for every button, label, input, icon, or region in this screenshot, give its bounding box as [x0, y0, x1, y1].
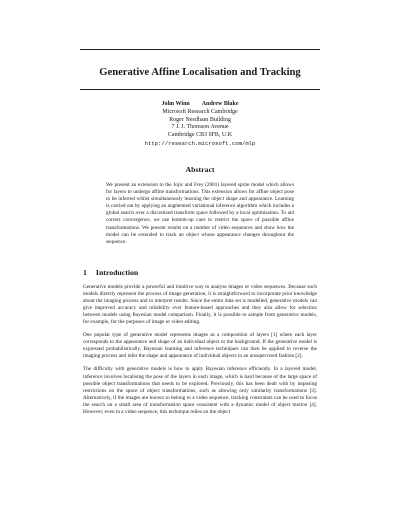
body-text: [83, 284, 317, 422]
section-title: Introduction: [95, 268, 139, 277]
section-number: 1: [83, 268, 87, 277]
body-paragraph: The difficulty with generative models is how to apply Bayesian inference efficiently. In a layered model, inference involves localising the pose of the layers in each image, which is hard because of the large space of possible object transformations that needs to be explored. Previously, this has been dealt with by imposing restrictions on the space of object transformations, such as allowing only similarity transformations [3]. Alternatively, if the images are known to belong to a video sequence, tracking constraints can be used to focus the search on a small area of transformation space consistent with a dynamic model of object motion [4]. However, even in a video sequence, this technique relies on the object: [83, 366, 317, 415]
affiliation-line: Microsoft Research Cambridge: [162, 108, 238, 115]
title-top-rule: [80, 49, 320, 50]
paper-title: Generative Affine Localisation and Tracking: [99, 67, 301, 78]
affiliation-line: 7 J. J. Thomson Avenue: [171, 124, 229, 131]
abstract-heading: Abstract: [185, 165, 215, 174]
abstract-text: We present an extension to the Jojic and Frey (2001) layered sprite model which allows for layers to undergo affine transformations. This extension allows for affine object pose to be inferred whilst simultaneously learning the object shape and appearance. Learning is carried out by applying an augmented variational inference algorithm which includes a global search over a discretised transform space followed by a local optimisation. To aid correct convergence, we use bottom-up cues to restrict the space of possible affine transformations. We present results on a number of video sequences and show how the model can be extended to track an object whose appearance changes throughout the sequence.: [106, 182, 294, 245]
author-block: [90, 101, 310, 148]
author-name: John Winn: [161, 101, 190, 107]
author-names: [90, 101, 310, 109]
title-bottom-rule: [80, 89, 320, 90]
author-url: http://research.microsoft.com/mlp: [144, 139, 256, 147]
author-name: Andrew Blake: [201, 101, 239, 107]
body-paragraph: Generative models provide a powerful and intuitive way to analyse images or video sequences. Because such models directly represent the process of image generation, it is straightforward to incorporate prior knowledge about the imaging process and to interpret results. Since the entire data set is modelled, generative models can give improved accuracy and reliability over feature-based approaches and they also allow for selection between models using Bayesian model comparison. Finally, it is possible to sample from generative models, for example, for the purposes of image or video editing.: [83, 284, 317, 326]
body-paragraph: One popular type of generative model represents images as a composition of layers [1] where each layer corresponds to the appearance and shape of an individual object or the background. If the generative model is expressed probabilistically, Bayesian learning and inference techniques can then be applied to reverse the imaging process and infer the shape and appearance of individual objects in an unsupervised fashion [2].: [83, 332, 317, 360]
affiliation-line: Roger Needham Building: [169, 116, 231, 123]
affiliation-line: Cambridge CB3 0FB, U.K: [167, 132, 233, 139]
section-heading: [83, 268, 138, 277]
